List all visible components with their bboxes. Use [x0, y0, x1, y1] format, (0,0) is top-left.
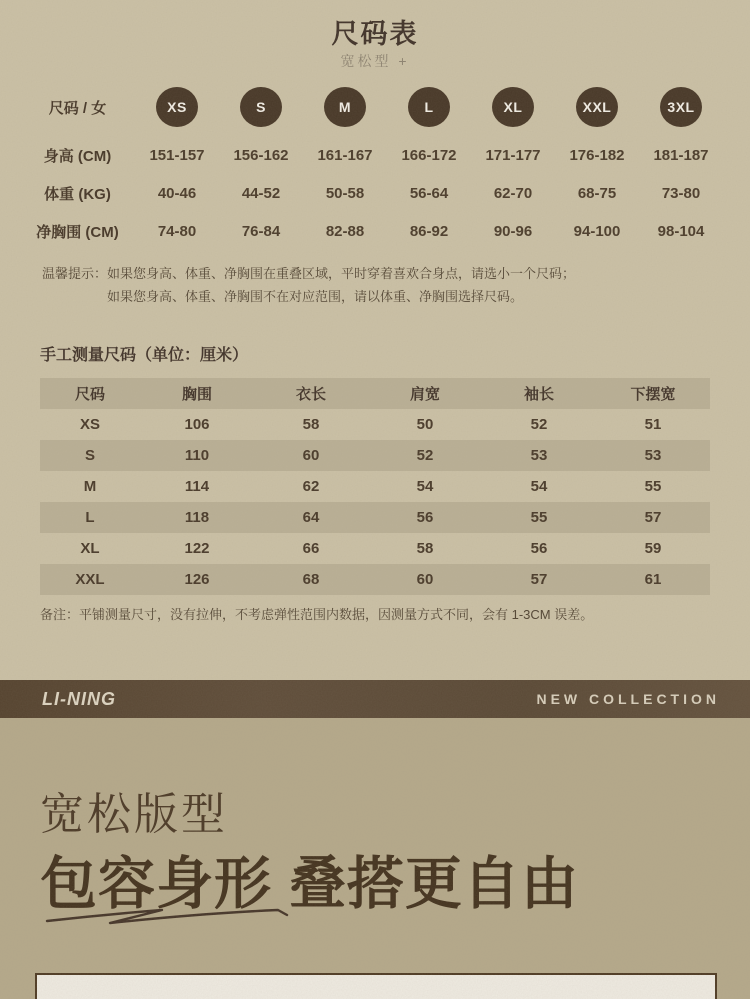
- cell-size: XS: [79, 416, 100, 433]
- page-title: 尺码表: [331, 19, 419, 49]
- cell-length: 62: [302, 478, 320, 495]
- cell-length: 66: [302, 540, 320, 557]
- weight-value: 50-58: [325, 184, 365, 202]
- size-badge: L: [408, 87, 450, 127]
- cell-shoulder: 56: [416, 509, 434, 526]
- chest-value: 74-80: [157, 222, 197, 240]
- tips-line-2: 如果您身高、体重、净胸围不在对应范围，请以体重、净胸围选择尺码。: [107, 289, 524, 304]
- cell-sleeve: 55: [530, 509, 548, 526]
- size-badge-row: [20, 86, 750, 128]
- cell-chest: 114: [184, 478, 210, 495]
- row-label: 净胸围 (CM): [36, 223, 119, 241]
- height-value: 176-182: [569, 146, 625, 164]
- size-badge: S: [240, 87, 282, 127]
- feature-title: 包容身形 叠搭更自由: [40, 852, 579, 916]
- cell-size: L: [85, 509, 95, 526]
- cell-sleeve: 57: [530, 571, 548, 588]
- size-row-label: 尺码 / 女: [48, 99, 107, 117]
- cell-sleeve: 52: [530, 416, 548, 433]
- cell-length: 58: [302, 416, 320, 433]
- size-tips: [42, 262, 575, 308]
- content-card: [35, 973, 717, 999]
- cell-hem: 51: [644, 416, 662, 433]
- cell-shoulder: 54: [416, 478, 434, 495]
- collection-label: NEW COLLECTION: [536, 691, 720, 707]
- cell-chest: 126: [184, 571, 210, 588]
- measure-heading: 手工测量尺码（单位：厘米）: [40, 347, 249, 364]
- measurement-table: [40, 378, 710, 595]
- cell-hem: 55: [644, 478, 662, 495]
- cell-chest: 118: [184, 509, 210, 526]
- cell-length: 68: [302, 571, 320, 588]
- table-row: [40, 440, 710, 471]
- chest-value: 82-88: [325, 222, 365, 240]
- cell-sleeve: 53: [530, 447, 548, 464]
- cell-length: 64: [302, 509, 320, 526]
- chest-value: 90-96: [493, 222, 533, 240]
- height-value: 166-172: [401, 146, 457, 164]
- col-header: 衣长: [295, 386, 326, 403]
- table-row: [40, 564, 710, 595]
- cell-hem: 59: [644, 540, 662, 557]
- height-value: 161-167: [317, 146, 373, 164]
- weight-value: 73-80: [661, 184, 701, 202]
- tips-label: 温馨提示：: [42, 266, 108, 281]
- cell-size: M: [83, 478, 97, 495]
- table-row: [40, 471, 710, 502]
- cell-shoulder: 58: [416, 540, 434, 557]
- chest-value: 94-100: [573, 222, 621, 240]
- cell-hem: 57: [644, 509, 662, 526]
- chest-row: [20, 212, 750, 250]
- underline-scribble-icon: [42, 904, 294, 934]
- table-row: [40, 502, 710, 533]
- size-badge: XL: [492, 87, 534, 127]
- cell-shoulder: 60: [416, 571, 434, 588]
- row-label: 身高 (CM): [43, 147, 112, 165]
- height-value: 151-157: [149, 146, 205, 164]
- col-header: 袖长: [523, 386, 554, 403]
- size-badge: M: [324, 87, 366, 127]
- cell-sleeve: 56: [530, 540, 548, 557]
- size-chart-grid: [0, 86, 750, 250]
- cell-shoulder: 52: [416, 447, 434, 464]
- table-note: 备注：平铺测量尺寸，没有拉伸，不考虑弹性范围内数据，因测量方式不同，会有 1-3CM 误差。: [40, 607, 594, 622]
- feature-subtitle: 宽松版型: [40, 790, 228, 839]
- weight-value: 44-52: [241, 184, 281, 202]
- chest-value: 86-92: [409, 222, 449, 240]
- cell-chest: 110: [184, 447, 210, 464]
- height-value: 156-162: [233, 146, 289, 164]
- weight-value: 40-46: [157, 184, 197, 202]
- height-value: 181-187: [653, 146, 709, 164]
- fit-type-subtitle: 宽松型 +: [340, 53, 410, 69]
- size-badge: XXL: [576, 87, 618, 127]
- cell-size: XXL: [75, 571, 105, 588]
- tips-lines: [107, 262, 575, 308]
- table-header-row: [40, 378, 710, 409]
- cell-sleeve: 54: [530, 478, 548, 495]
- size-badge: 3XL: [660, 87, 702, 127]
- table-row: [40, 409, 710, 440]
- weight-row: [20, 174, 750, 212]
- weight-value: 56-64: [409, 184, 449, 202]
- height-value: 171-177: [485, 146, 541, 164]
- tips-line-1: 如果您身高、体重、净胸围在重叠区域，平时穿着喜欢合身点，请选小一个尺码；: [107, 266, 576, 281]
- cell-size: S: [84, 447, 95, 464]
- chest-value: 76-84: [241, 222, 281, 240]
- col-header: 胸围: [181, 386, 212, 403]
- height-row: [20, 136, 750, 174]
- brand-band: [0, 680, 750, 718]
- brand-logo: LI-NING: [42, 688, 116, 709]
- chest-value: 98-104: [657, 222, 705, 240]
- cell-chest: 106: [184, 416, 210, 433]
- cell-hem: 61: [644, 571, 662, 588]
- cell-chest: 122: [184, 540, 210, 557]
- col-header: 下摆宽: [630, 386, 676, 403]
- cell-hem: 53: [644, 447, 662, 464]
- row-label: 体重 (KG): [44, 185, 111, 203]
- table-row: [40, 533, 710, 564]
- size-badge: XS: [156, 87, 198, 127]
- weight-value: 62-70: [493, 184, 533, 202]
- cell-size: XL: [80, 540, 100, 557]
- col-header: 尺码: [74, 386, 105, 403]
- col-header: 肩宽: [409, 386, 440, 403]
- weight-value: 68-75: [577, 184, 617, 202]
- cell-shoulder: 50: [416, 416, 434, 433]
- cell-length: 60: [302, 447, 320, 464]
